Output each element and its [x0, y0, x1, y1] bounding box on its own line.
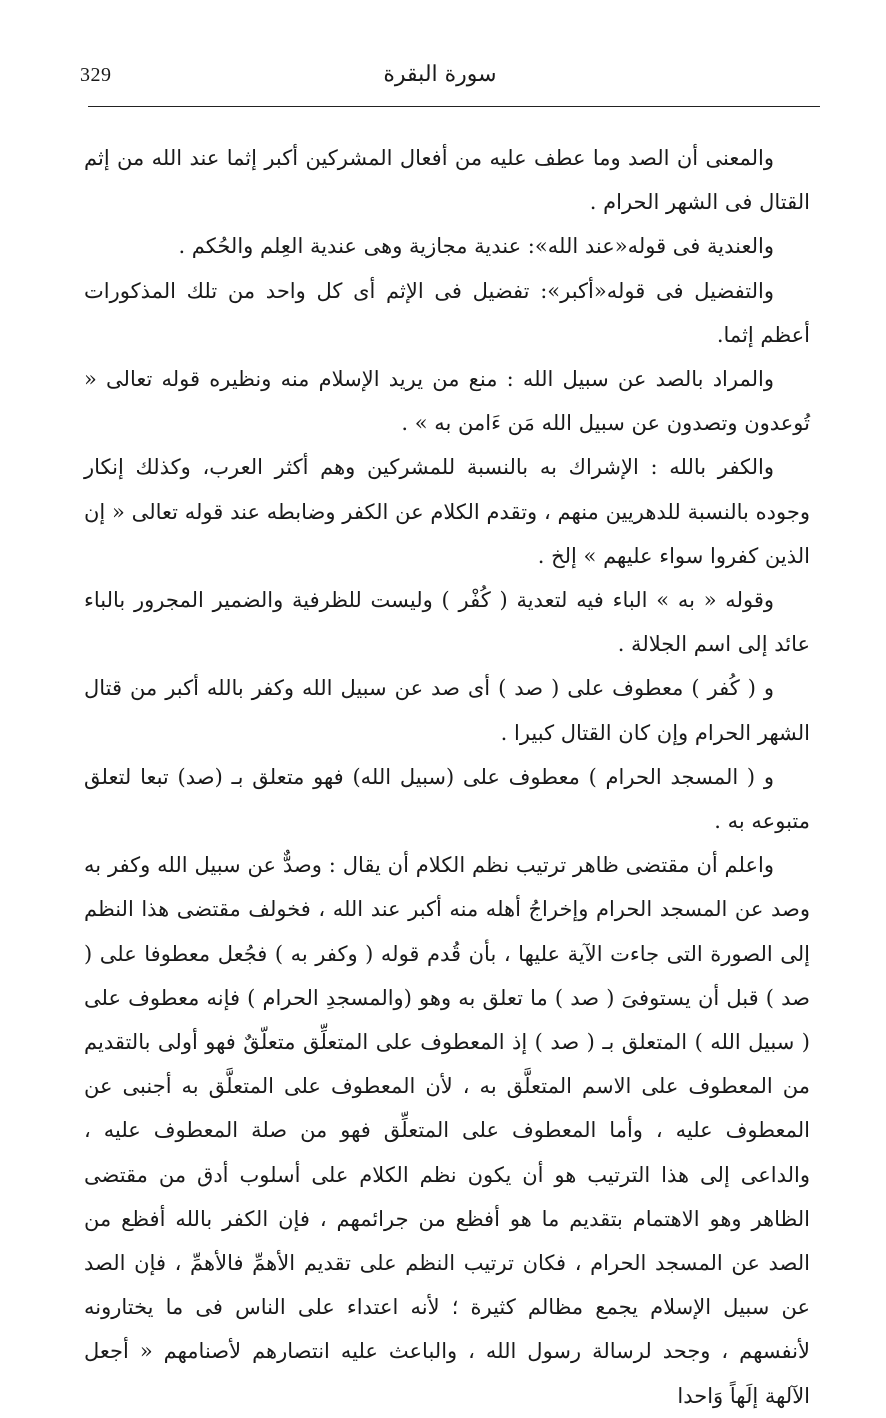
paragraph-tafdil: والتفضيل فى قوله«أكبر»: تفضيل فى الإثم أى كل واحد من تلك المذكورات أعظم إثما.: [84, 278, 810, 347]
paragraph-sadd: والمراد بالصد عن سبيل الله : منع من يريد الإسلام منه ونظيره قوله تعالى « تُوعدون وتصدون عن سبيل الله مَن ءَامن به » .: [84, 367, 810, 436]
paragraph-meaning: والمعنى أن الصد وما عطف عليه من أفعال المشركين أكبر إثما عند الله من إثم القتال فى الشهر الحرام .: [84, 146, 810, 215]
paragraph-kufr-ma-tuf: و ( كُفر ) معطوف على ( صد ) أى صد عن سبيل الله وكفر بالله أكبر من قتال الشهر الحرام وإن كان القتال كبيرا .: [84, 676, 810, 745]
paragraph-masjid: و ( المسجد الحرام ) معطوف على (سبيل الله) فهو متعلق بـ (صد) تبعا لتعلق متبوعه به .: [84, 764, 810, 834]
paragraph-kufr: والكفر بالله : الإشراك به بالنسبة للمشركين وهم أكثر العرب، وكذلك إنكار وجوده بالنسبة للدهريين منهم ، وتقدم الكلام عن الكفر وضابطه عند قوله تعالى « إن الذين كفروا سواء عليهم » إلخ .: [84, 455, 810, 568]
header-divider: [88, 106, 820, 107]
paragraph-tartib: واعلم أن مقتضى ظاهر ترتيب نظم الكلام أن يقال : وصدٌّ عن سبيل الله وكفر به وصد عن المسجد الحرام وإخراجُ أهله منه أكبر عند الله ، فخولف مقتضى هذا النظم إلى الصورة التى جاءت الآية عليها ، بأن قُدم قوله ( وكفر به ) فجُعل معطوفا على ( صد ) قبل أن يستوفىَ ( صد ) ما تعلق به وهو (والمسجدِ الحرام ) فإنه معطوف على ( سبيل الله ) المتعلق بـ ( صد ) إذ المعطوف على المتعلِّق متعلّقٌ فهو أولى بالتقديم من المعطوف على الاسم المتعلَّق به ، لأن المعطوف على المتعلَّق به أجنبى عن المعطوف عليه ، وأما المعطوف على المتعلِّق فهو من صلة المعطوف عليه ، والداعى إلى هذا الترتيب هو أن يكون نظم الكلام على أسلوب أدق من مقتضى الظاهر وهو الاهتمام بتقديم ما هو أفظع من جرائمهم ، فإن الكفر بالله أفظع من الصد عن المسجد الحرام ، فكان ترتيب النظم على تقديم الأهمِّ فالأهمِّ ، فإن الصد عن سبيل الإسلام يجمع مظالم كثيرة ؛ لأنه اعتداء على الناس فى ما يختارونه لأنفسهم ، وجحد لرسالة رسول الله ، والباعث عليه انتصارهم لأصنامهم « أجعل الآلهة إلَهاً وَاحدا: [84, 853, 810, 1408]
page-number: 329: [80, 64, 112, 86]
paragraph-bihi: وقوله « به » الباء فيه لتعدية ( كُفْر ) وليست للظرفية والضمير المجرور بالباء عائد إلى اسم الجلالة .: [84, 588, 810, 657]
running-title: سورة البقرة: [383, 62, 497, 87]
paragraph-indiyya: والعندية فى قوله«عند الله»: عندية مجازية وهى عندية العِلم والحُكم .: [178, 234, 774, 259]
page-header: [60, 58, 820, 100]
body-text: [84, 136, 810, 1418]
